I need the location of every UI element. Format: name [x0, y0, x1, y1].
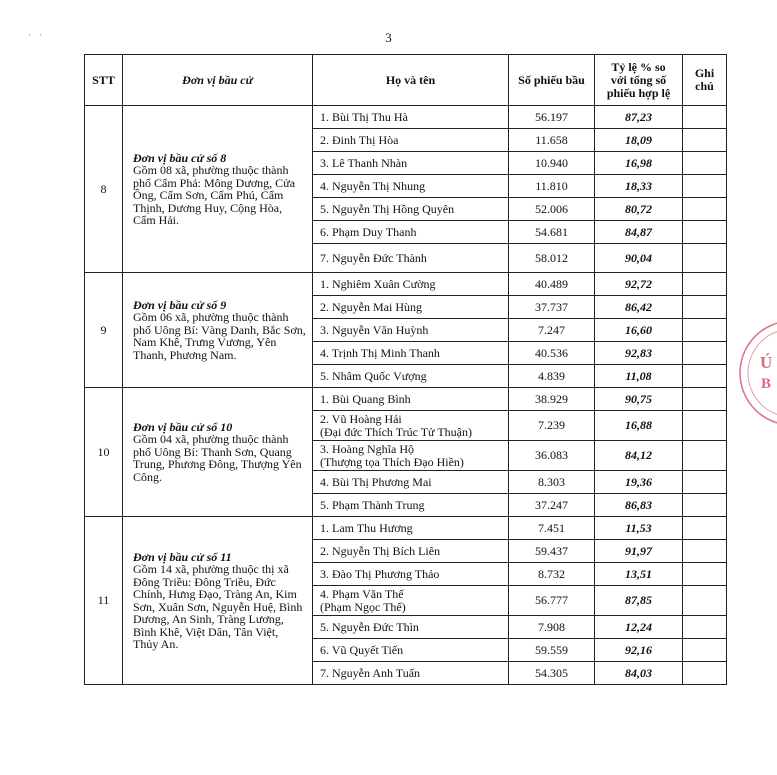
stt-cell: 10: [85, 388, 123, 517]
scan-specks: · ·: [28, 30, 46, 40]
candidate-name: 2. Vũ Hoàng Hải: [320, 412, 402, 426]
stamp-letter: B: [761, 376, 772, 392]
note-cell: [683, 517, 727, 540]
candidate-name-cell: [313, 563, 509, 586]
votes-cell: 54.681: [509, 221, 595, 244]
table-row: [85, 388, 727, 411]
pct-header-line: với tổng số: [610, 72, 667, 87]
candidate-name-cell: [313, 662, 509, 685]
note-header-line: Ghi: [694, 66, 715, 80]
note-cell: [683, 662, 727, 685]
candidate-name: 3. Đào Thị Phương Thảo: [320, 566, 440, 581]
candidate-name-cell: [313, 175, 509, 198]
candidate-name-cell: [313, 540, 509, 563]
candidate-name-cell: [313, 244, 509, 273]
note-cell: [683, 540, 727, 563]
note-cell: [683, 129, 727, 152]
candidate-name-cell: [313, 517, 509, 540]
stamp-letter: Ú: [760, 353, 773, 372]
note-cell: [683, 639, 727, 662]
unit-description: Gồm 08 xã, phường thuộc thành phố Cẩm Phả: Mông Dương, Cửa Ông, Cẩm Sơn, Cẩm Phú, Cẩm Thịnh, Dương Huy, Cộng Hòa, Cẩm Hải.: [133, 163, 296, 227]
note-cell: [683, 296, 727, 319]
unit-cell: [123, 388, 313, 517]
candidate-religious-name: (Phạm Ngọc Thế): [320, 599, 406, 614]
votes-cell: 36.083: [509, 441, 595, 471]
candidate-name-cell: [313, 342, 509, 365]
table-row: [85, 273, 727, 296]
note-cell: [683, 244, 727, 273]
candidate-name-cell: [313, 319, 509, 342]
candidate-name-cell: [313, 494, 509, 517]
percentage-cell: 84,12: [595, 441, 683, 471]
percentage-cell: 90,04: [595, 244, 683, 273]
unit-cell: [123, 517, 313, 685]
note-cell: [683, 106, 727, 129]
votes-cell: 11.810: [509, 175, 595, 198]
note-cell: [683, 365, 727, 388]
candidate-name: 5. Nguyễn Thị Hồng Quyên: [320, 201, 455, 216]
candidate-religious-name: (Đại đức Thích Trúc Tử Thuận): [320, 424, 472, 439]
candidate-name: 4. Phạm Văn Thế: [320, 587, 404, 601]
header-row: [85, 55, 727, 106]
note-cell: [683, 411, 727, 441]
percentage-cell: 92,72: [595, 273, 683, 296]
votes-cell: 40.489: [509, 273, 595, 296]
percentage-cell: 16,98: [595, 152, 683, 175]
candidate-name-cell: [313, 388, 509, 411]
candidate-name: 3. Hoàng Nghĩa Hộ: [320, 442, 414, 456]
candidate-name: 2. Đinh Thị Hòa: [320, 132, 399, 147]
candidate-name-cell: [313, 639, 509, 662]
candidate-religious-name: (Thượng tọa Thích Đạo Hiền): [320, 454, 464, 469]
pct-header-line: phiếu hợp lệ: [606, 85, 671, 100]
percentage-cell: 13,51: [595, 563, 683, 586]
name-header: Họ và tên: [313, 55, 509, 106]
candidate-name: 3. Lê Thanh Nhàn: [320, 155, 408, 170]
candidate-name: 1. Bùi Thị Thu Hà: [320, 109, 408, 124]
unit-description: Gồm 06 xã, phường thuộc thành phố Uông Bí: Vàng Danh, Bắc Sơn, Nam Khê, Trưng Vương, Yên Thanh, Phương Nam.: [133, 310, 306, 362]
percentage-cell: 16,60: [595, 319, 683, 342]
candidate-name-cell: [313, 411, 509, 441]
note-cell: [683, 342, 727, 365]
candidate-name: 3. Nguyễn Văn Huỳnh: [320, 322, 429, 337]
candidate-name: 4. Bùi Thị Phương Mai: [320, 474, 432, 489]
candidate-name-cell: [313, 471, 509, 494]
votes-cell: 56.197: [509, 106, 595, 129]
percentage-cell: 86,42: [595, 296, 683, 319]
pct-header-line: Tỷ lệ % so: [611, 59, 666, 74]
percentage-cell: 80,72: [595, 198, 683, 221]
candidate-name: 1. Nghiêm Xuân Cường: [320, 276, 436, 291]
candidate-name: 2. Nguyễn Thị Bích Liên: [320, 543, 441, 558]
unit-title: Đơn vị bầu cử số 8: [133, 150, 227, 165]
votes-cell: 59.437: [509, 540, 595, 563]
percentage-cell: 90,75: [595, 388, 683, 411]
table-row: [85, 106, 727, 129]
note-cell: [683, 273, 727, 296]
stt-cell: 8: [85, 106, 123, 273]
note-header: [683, 55, 727, 106]
candidate-name-cell: [313, 296, 509, 319]
candidate-name: 5. Phạm Thành Trung: [320, 497, 425, 512]
note-cell: [683, 388, 727, 411]
election-results-table: [84, 54, 727, 685]
votes-cell: 54.305: [509, 662, 595, 685]
percentage-cell: 18,09: [595, 129, 683, 152]
candidate-name: 2. Nguyễn Mai Hùng: [320, 299, 422, 314]
unit-title: Đơn vị bầu cử số 11: [133, 549, 232, 564]
unit-cell: [123, 273, 313, 388]
votes-cell: 7.247: [509, 319, 595, 342]
percentage-cell: 84,03: [595, 662, 683, 685]
unit-description: Gồm 04 xã, phường thuộc thành phố Uông Bí: Thanh Sơn, Quang Trung, Phương Đông, Thượng Yên Công.: [133, 432, 302, 484]
percentage-cell: 16,88: [595, 411, 683, 441]
votes-cell: 4.839: [509, 365, 595, 388]
unit-description: Gồm 14 xã, phường thuộc thị xã Đông Triều: Đông Triều, Đức Chính, Hưng Đạo, Tràng An, Kim Sơn, Xuân Sơn, Nguyễn Huệ, Bình Dương, An Sinh, Tràng Lương, Bình Khê, Việt Dân, Tân Việt, Thủy An.: [133, 562, 303, 651]
percentage-cell: 92,83: [595, 342, 683, 365]
table-row: [85, 517, 727, 540]
candidate-name-cell: [313, 221, 509, 244]
candidate-name: 6. Vũ Quyết Tiến: [320, 642, 404, 657]
official-stamp: [732, 318, 777, 428]
unit-header: Đơn vị bầu cử: [123, 55, 313, 106]
note-cell: [683, 494, 727, 517]
unit-title: Đơn vị bầu cử số 10: [133, 419, 233, 434]
votes-cell: 8.303: [509, 471, 595, 494]
percentage-cell: 11,08: [595, 365, 683, 388]
votes-cell: 37.737: [509, 296, 595, 319]
note-header-line: chú: [695, 79, 714, 93]
pct-header: [595, 55, 683, 106]
votes-cell: 10.940: [509, 152, 595, 175]
candidate-name-cell: [313, 273, 509, 296]
candidate-name-cell: [313, 152, 509, 175]
candidate-name: 7. Nguyễn Anh Tuấn: [320, 665, 421, 680]
note-cell: [683, 471, 727, 494]
votes-cell: 37.247: [509, 494, 595, 517]
votes-header: Số phiếu bầu: [509, 55, 595, 106]
candidate-name: 4. Nguyễn Thị Nhung: [320, 178, 426, 193]
votes-cell: 56.777: [509, 586, 595, 616]
votes-cell: 38.929: [509, 388, 595, 411]
note-cell: [683, 586, 727, 616]
note-cell: [683, 616, 727, 639]
candidate-name: 7. Nguyễn Đức Thành: [320, 250, 427, 265]
percentage-cell: 19,36: [595, 471, 683, 494]
stt-header: STT: [85, 55, 123, 106]
note-cell: [683, 563, 727, 586]
stt-cell: 9: [85, 273, 123, 388]
percentage-cell: 11,53: [595, 517, 683, 540]
stt-cell: 11: [85, 517, 123, 685]
percentage-cell: 86,83: [595, 494, 683, 517]
votes-cell: 7.239: [509, 411, 595, 441]
votes-cell: 7.908: [509, 616, 595, 639]
votes-cell: 59.559: [509, 639, 595, 662]
candidate-name: 4. Trịnh Thị Minh Thanh: [320, 345, 440, 360]
percentage-cell: 84,87: [595, 221, 683, 244]
candidate-name-cell: [313, 586, 509, 616]
note-cell: [683, 175, 727, 198]
note-cell: [683, 319, 727, 342]
votes-cell: 58.012: [509, 244, 595, 273]
candidate-name: 1. Bùi Quang Bình: [320, 391, 411, 406]
note-cell: [683, 198, 727, 221]
votes-cell: 40.536: [509, 342, 595, 365]
candidate-name: 1. Lam Thu Hương: [320, 520, 413, 535]
percentage-cell: 12,24: [595, 616, 683, 639]
percentage-cell: 18,33: [595, 175, 683, 198]
candidate-name: 6. Phạm Duy Thanh: [320, 224, 417, 239]
votes-cell: 11.658: [509, 129, 595, 152]
candidate-name: 5. Nhâm Quốc Vượng: [320, 368, 427, 383]
percentage-cell: 92,16: [595, 639, 683, 662]
note-cell: [683, 152, 727, 175]
candidate-name-cell: [313, 616, 509, 639]
candidate-name-cell: [313, 106, 509, 129]
votes-cell: 7.451: [509, 517, 595, 540]
votes-cell: 52.006: [509, 198, 595, 221]
page-number: 3: [385, 30, 392, 45]
percentage-cell: 91,97: [595, 540, 683, 563]
percentage-cell: 87,23: [595, 106, 683, 129]
note-cell: [683, 441, 727, 471]
unit-title: Đơn vị bầu cử số 9: [133, 297, 227, 312]
unit-cell: [123, 106, 313, 273]
candidate-name-cell: [313, 198, 509, 221]
note-cell: [683, 221, 727, 244]
candidate-name-cell: [313, 441, 509, 471]
candidate-name: 5. Nguyễn Đức Thìn: [320, 619, 419, 634]
votes-cell: 8.732: [509, 563, 595, 586]
candidate-name-cell: [313, 129, 509, 152]
candidate-name-cell: [313, 365, 509, 388]
percentage-cell: 87,85: [595, 586, 683, 616]
table-body: [85, 106, 727, 685]
